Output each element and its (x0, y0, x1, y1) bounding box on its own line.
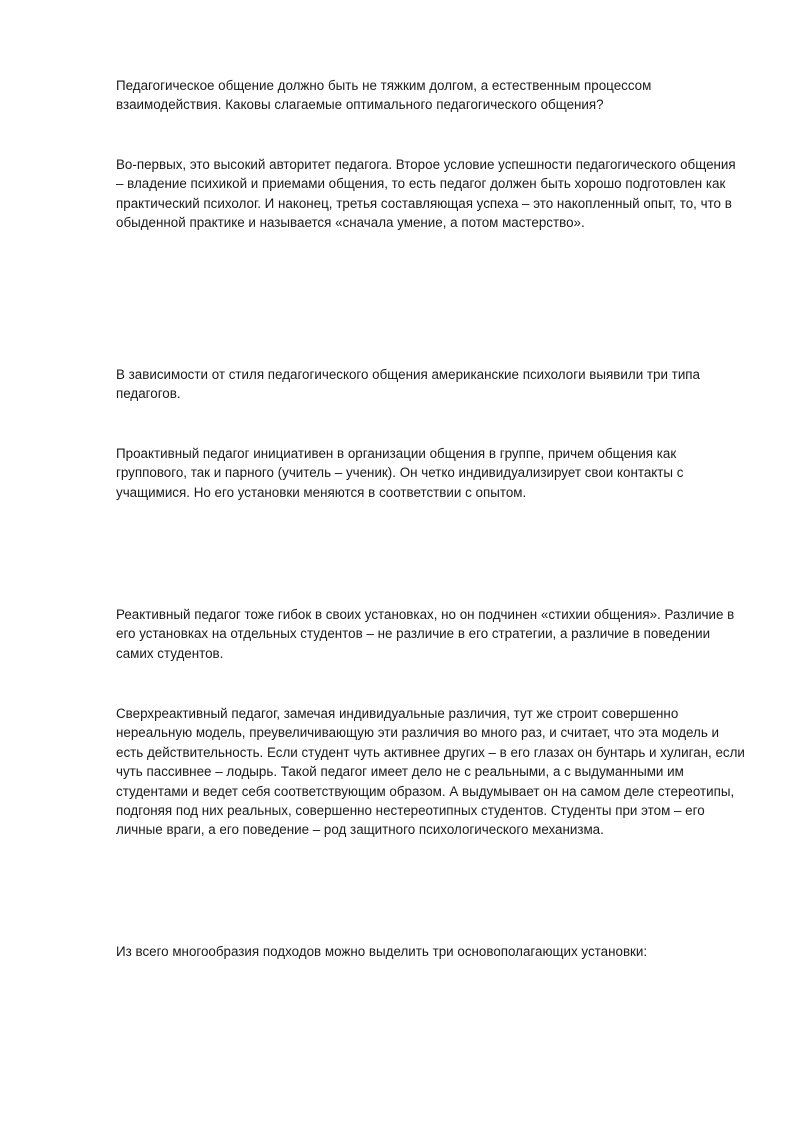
paragraph-teacher-types-intro (116, 365, 756, 404)
text-line: самих студентов. (116, 645, 224, 661)
text-line: его установках на отдельных студентов – не различие в его стратегии, а различие в поведении (116, 626, 711, 642)
text-line: группового, так и парного (учитель – ученик). Он четко индивидуализирует свои контакты с (116, 465, 684, 481)
text-line: учащимися. Но его установки меняются в соответствии с опытом. (116, 484, 527, 500)
text-line: Проактивный педагог инициативен в организации общения в группе, причем общения как (116, 446, 677, 461)
text-line: Во-первых, это высокий авторитет педагога. Второе условие успешности педагогического общения (116, 157, 736, 172)
text-line: подгоняя под них реальных, совершенно нестереотипных студентов. Студенты при этом – его (116, 803, 705, 819)
text-line: обыденной практике и называется «сначала умение, а потом мастерство». (116, 215, 585, 231)
text-line: личные враги, а его поведение – род защитного психологического механизма. (116, 822, 604, 838)
paragraph-pedagogical-communication (116, 76, 756, 115)
text-line: Реактивный педагог тоже гибок в своих установках, но он подчинен «стихии общения». Различие в (116, 607, 735, 622)
text-line: взаимодействия. Каковы слагаемые оптимального педагогического общения? (116, 97, 604, 113)
text-line: чуть пассивнее – лодырь. Такой педагог имеет дело не с реальными, а с выдуманными им (116, 764, 684, 780)
paragraph-fundamental-attitudes (116, 942, 756, 961)
paragraph-overreactive-teacher (116, 704, 756, 840)
paragraph-reactive-teacher (116, 605, 756, 663)
text-line: В зависимости от стиля педагогического общения американские психологи выявили три типа (116, 367, 700, 382)
text-line: нереальную модель, преувеличивающую эти различия во много раз, и считает, что эта модель и (116, 725, 720, 741)
text-line: студентами и ведет себя соответствующим образом. А выдумывает он на самом деле стереотипы, (116, 783, 735, 799)
text-line: педагогов. (116, 386, 181, 402)
text-line: – владение психикой и приемами общения, то есть педагог должен быть хорошо подготовлен как (116, 176, 726, 192)
text-line: есть действительность. Если студент чуть активнее других – в его глазах он бунтарь и хулиган, если (116, 744, 745, 760)
text-line: Сверхреактивный педагог, замечая индивидуальные различия, тут же строит совершенно (116, 706, 679, 721)
text-line: Из всего многообразия подходов можно выделить три основополагающих установки: (116, 944, 648, 959)
paragraph-proactive-teacher (116, 444, 756, 502)
text-line: Педагогическое общение должно быть не тяжким долгом, а естественным процессом (116, 78, 652, 93)
text-line: практический психолог. И наконец, третья составляющая успеха – это накопленный опыт, то, что в (116, 195, 732, 211)
paragraph-success-conditions (116, 155, 756, 233)
